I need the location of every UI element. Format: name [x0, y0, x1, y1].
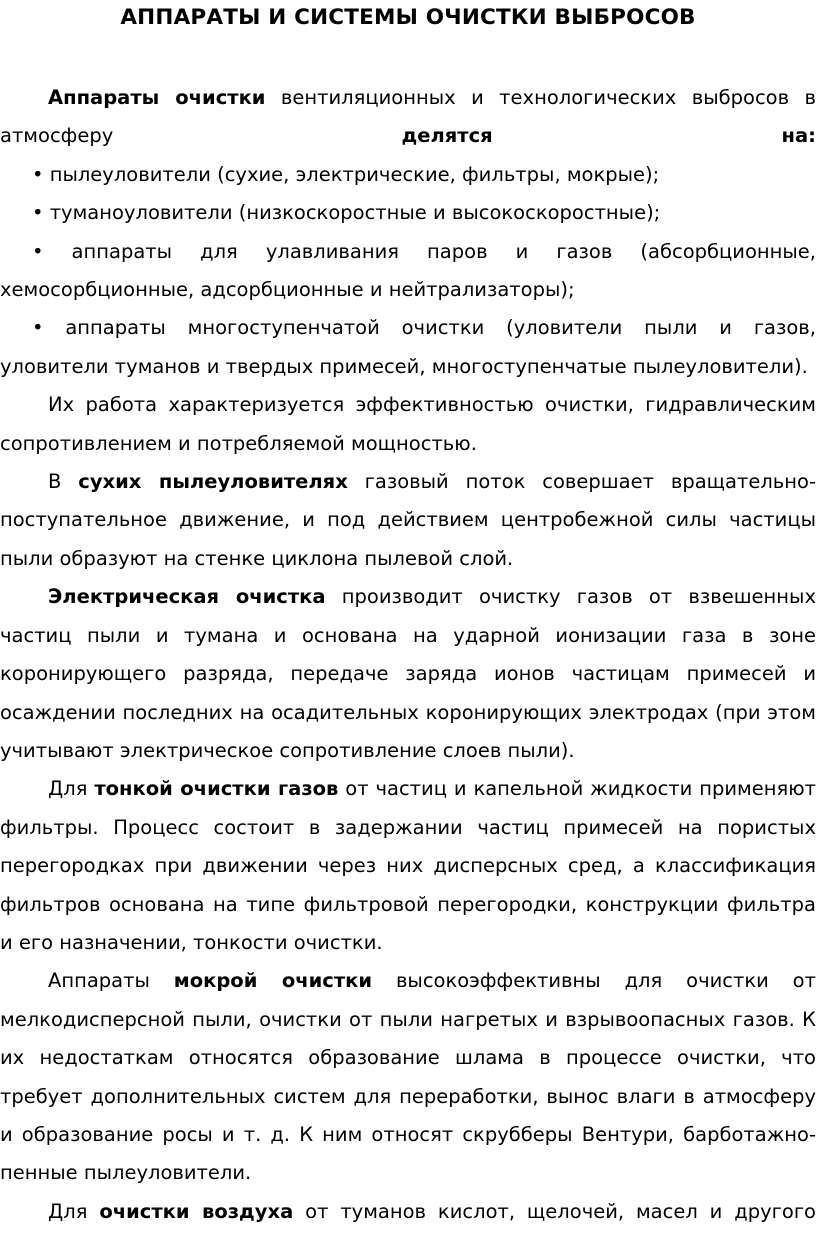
wet-pre: Аппараты [48, 969, 174, 993]
fine-bold-term: тонкой очистки газов [94, 777, 339, 801]
air-pre: Для [48, 1199, 100, 1223]
electric-post: производит очистку газов от взвешенных частиц пыли и тумана и основана на ударной ионизации газа в зоне коронирующего разряда, передаче заряда ионов частицам примесей и осаждении последних на осадительных коронирующих электродах (при этом учитывают электрическое сопротивление слоев пыли). [0, 585, 816, 762]
paragraph-electric [0, 578, 816, 770]
intro-text: вентиляционных и технологических выбросов в атмосферу [0, 86, 816, 148]
paragraph-dry [0, 463, 816, 578]
document-body [0, 79, 816, 1231]
wet-post: высокоэффективны для очистки от мелкодисперсной пыли, очистки от пыли нагретых и взрывоопасных газов. К их недостаткам относятся образование шлама в процессе очистки, что требует дополнительных систем для переработки, вынос влаги в атмосферу и образование росы и т. д. К ним относят скрубберы Вентури, барботажно-пенные пылеуловители. [0, 969, 816, 1185]
bullet-item-multistage: • аппараты многоступенчатой очистки (уловители пыли и газов, уловители туманов и твердых примесей, многоступенчатые пылеуловители). [0, 316, 816, 378]
dry-bold-term: сухих пылеуловителях [78, 470, 348, 494]
intro-paragraph [0, 79, 816, 156]
air-post: от туманов кислот, щелочей, масел и другого [293, 1199, 816, 1223]
wet-bold-term: мокрой очистки [173, 969, 373, 993]
bullet-item-dust-collectors: • пылеуловители (сухие, электрические, фильтры, мокрые); [32, 162, 660, 186]
bullet-item-vapor-gas: • аппараты для улавливания паров и газов (абсорбционные, хемосорбционные, адсорбционные и нейтрализаторы); [0, 239, 816, 302]
paragraph-work: Их работа характеризуется эффективностью очистки, гидравлическим сопротивлением и потребляемой мощностью. [0, 393, 816, 455]
bullet-item-mist-collectors: • туманоуловители (низкоскоростные и высокоскоростные); [32, 201, 661, 225]
fine-post: от частиц и капельной жидкости применяют фильтры. Процесс состоит в задержании частиц примесей на пористых перегородках при движении через них дисперсных сред, а классификация фильтров основана на типе фильтровой перегородки, конструкции фильтра и его назначении, тонкости очистки. [0, 777, 816, 954]
paragraph-wet [0, 962, 816, 1192]
intro-bold-divide: делятся на: [401, 124, 816, 148]
dry-pre: В [48, 470, 79, 494]
document-title: АППАРАТЫ И СИСТЕМЫ ОЧИСТКИ ВЫБРОСОВ [120, 5, 696, 30]
electric-bold-term: Электрическая очистка [48, 585, 326, 609]
fine-pre: Для [48, 777, 95, 801]
dry-post: газовый поток совершает вращательно-поступательное движение, и под действием центробежной силы частицы пыли образуют на стенке циклона пылевой слой. [0, 470, 816, 570]
paragraph-air [0, 1193, 816, 1231]
intro-bold-term: Аппараты очистки [48, 86, 266, 109]
paragraph-fine [0, 770, 816, 962]
air-bold-term: очистки воздуха [99, 1199, 294, 1223]
